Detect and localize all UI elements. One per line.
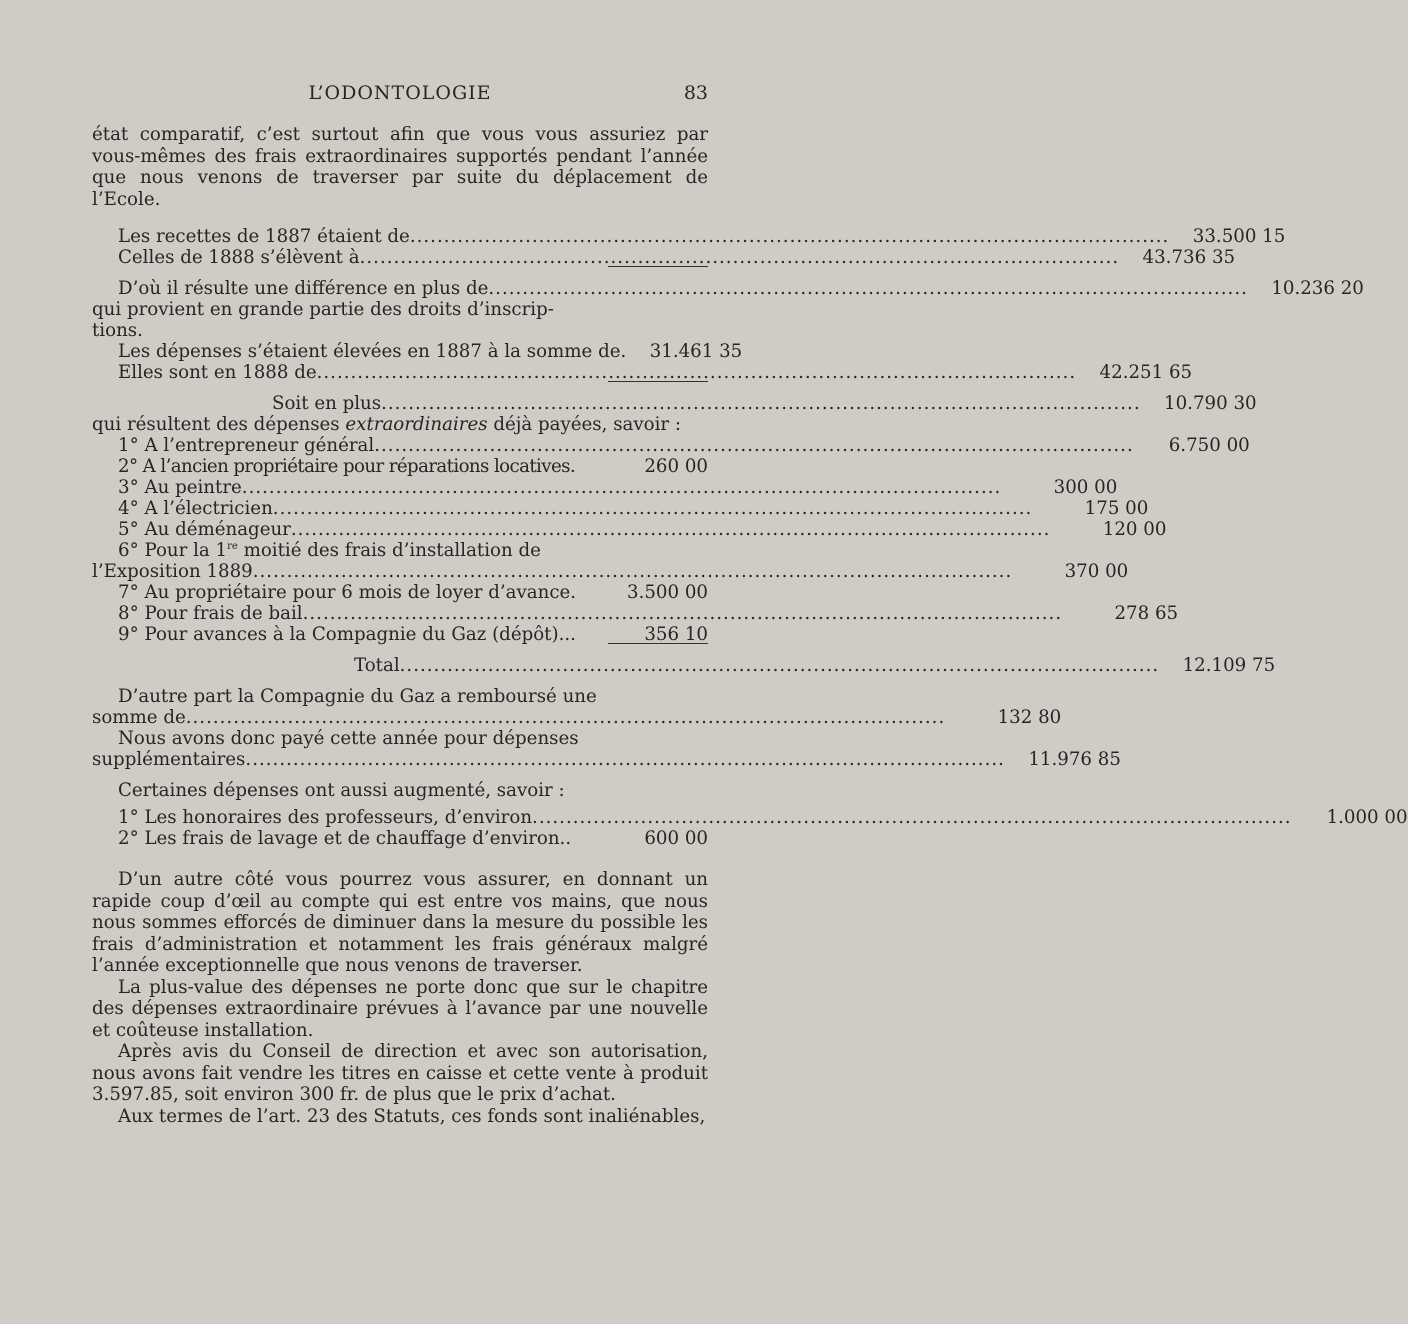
- row-label: Les dépenses s’étaient élevées en 1887 à la somme de.: [118, 341, 627, 362]
- row-label: Soit en plus: [272, 393, 382, 414]
- journal-title: L’ODONTOLOGIE: [308, 82, 492, 104]
- tions-line: tions.: [92, 320, 143, 341]
- item6-line2: l’Exposition 1889 ..... 370 00: [92, 561, 708, 582]
- row-label: Celles de 1888 s’élèvent à: [118, 247, 360, 268]
- running-header: [92, 82, 708, 110]
- item6-line1: 6° Pour la 1re moitié des frais d’installation de: [118, 540, 541, 561]
- recettes-1888-row: [92, 247, 1236, 268]
- augmente-line: Certaines dépenses ont aussi augmenté, savoir :: [118, 780, 565, 801]
- item-row: 2° A l’ancien propriétaire pour réparations locatives. 260 00: [118, 456, 708, 477]
- depenses-1887-row: [92, 341, 743, 362]
- item-row: 1° A l’entrepreneur général ..... 6.750 00: [92, 435, 708, 456]
- row-amount: 43.736 35: [1142, 247, 1236, 268]
- row-amount: 33.500 15: [1192, 226, 1286, 247]
- gaz-line2: somme de ..... 132 80: [92, 707, 708, 728]
- depenses-1888-row: [92, 362, 1193, 383]
- intro-paragraph: état comparatif, c’est surtout afin que vous vous assuriez par vous-mêmes des frais extraordinaires supportés pendant l’année que nous venons de traverser par suite du déplacement de l’Ecole.: [92, 124, 708, 210]
- item-row: 2° Les frais de lavage et de chauffage d’environ.. 600 00: [118, 828, 708, 849]
- total-row: Total ..... 12.109 75: [92, 655, 708, 676]
- item-row: 8° Pour frais de bail ..... 278 65: [92, 603, 708, 624]
- item-row: 5° Au déménageur ..... 120 00: [92, 519, 708, 540]
- provient-line: qui provient en grande partie des droits d’inscrip-: [92, 299, 554, 320]
- row-amount: 42.251 65: [1099, 362, 1193, 383]
- gaz-line1: D’autre part la Compagnie du Gaz a remboursé une: [118, 686, 597, 707]
- item-row: 9° Pour avances à la Compagnie du Gaz (dépôt)... 356 10: [118, 624, 708, 645]
- sum-rule: [608, 381, 708, 382]
- paragraph: La plus-value des dépenses ne porte donc que sur le chapitre des dépenses extraordinaire prévues à l’avance par une nouvelle et coûteuse installation.: [92, 976, 708, 1041]
- paye-line2: supplémentaires ..... 11.976 85: [92, 749, 708, 770]
- sum-rule: [608, 266, 708, 267]
- paragraph: D’un autre côté vous pourrez vous assurer, en donnant un rapide coup d’œil au compte qui est entre vos mains, que nous nous sommes efforcés de diminuer dans la mesure du possible les frais d’administration et notamment les frais généraux malgré l’année exceptionnelle que nous venons de traverser.: [92, 869, 708, 976]
- item-row: 3° Au peintre ..... 300 00: [92, 477, 708, 498]
- page-number: 83: [683, 82, 708, 104]
- difference-row: [92, 278, 1364, 299]
- row-amount: 10.790 30: [1164, 393, 1257, 414]
- soit-en-plus-row: [92, 393, 1257, 414]
- paye-line1: Nous avons donc payé cette année pour dépenses: [118, 728, 579, 749]
- resultent-line: qui résultent des dépenses extraordinaires déjà payées, savoir :: [92, 414, 682, 435]
- row-amount: 10.236 20: [1271, 278, 1364, 299]
- row-label: D’où il résulte une différence en plus de: [118, 278, 489, 299]
- item-row: 4° A l’électricien ..... 175 00: [92, 498, 708, 519]
- sum-rule: [608, 643, 708, 644]
- item-row: 7° Au propriétaire pour 6 mois de loyer d’avance. 3.500 00: [118, 582, 708, 603]
- row-amount: 31.461 35: [649, 341, 743, 362]
- row-label: Elles sont en 1888 de: [118, 362, 317, 383]
- item-row: 1° Les honoraires des professeurs, d’environ ..... 1.000 00: [92, 807, 708, 828]
- recettes-1887-row: [92, 226, 1286, 247]
- row-label: Les recettes de 1887 étaient de: [118, 226, 410, 247]
- page-body: [92, 124, 1408, 1127]
- paragraph: Après avis du Conseil de direction et avec son autorisation, nous avons fait vendre les titres en caisse et cette vente à produit 3.597.85, soit environ 300 fr. de plus que le prix d’achat.: [92, 1041, 708, 1105]
- paragraph: Aux termes de l’art. 23 des Statuts, ces fonds sont inaliénables,: [118, 1105, 706, 1127]
